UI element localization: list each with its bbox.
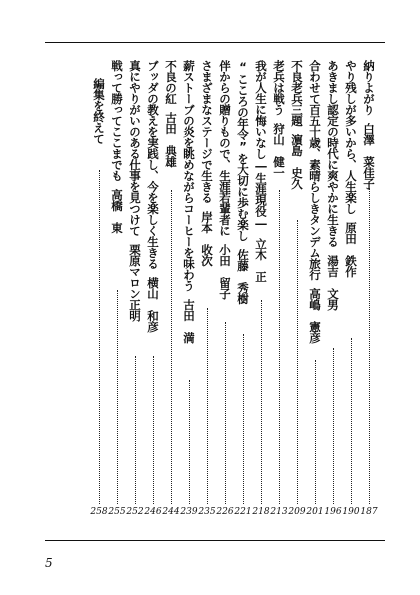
toc-entry-page: 244 bbox=[162, 507, 180, 517]
toc-entry bbox=[306, 60, 324, 517]
toc-entry-author: 原田 鉄作 bbox=[344, 222, 358, 277]
toc-entry-title: 真にやりがいのある仕事を見つけて bbox=[128, 60, 142, 236]
toc-entry-title: ブッダの教えを実践し、今を楽しく生きる bbox=[146, 60, 160, 269]
toc-entry-page: 209 bbox=[288, 507, 306, 517]
toc-entry-text bbox=[164, 60, 178, 167]
toc-entry-text bbox=[146, 60, 160, 332]
toc-entry-page: 190 bbox=[342, 507, 360, 517]
toc-entry-page: 196 bbox=[324, 507, 342, 517]
toc-entry bbox=[360, 60, 378, 517]
toc-entry bbox=[108, 60, 126, 517]
toc-leader-dots bbox=[315, 360, 316, 504]
toc-entry bbox=[252, 60, 270, 517]
toc-entry bbox=[180, 60, 198, 517]
toc-entry-text bbox=[128, 60, 142, 321]
toc-entry bbox=[198, 60, 216, 517]
toc-entry-title: 編集を終えて bbox=[92, 78, 106, 144]
toc-entry-title: 合わせて百五十歳、素晴らしきタンデム旅行 bbox=[308, 60, 322, 280]
toc-entry-author: 立木 正 bbox=[254, 238, 268, 282]
toc-entry-text bbox=[182, 60, 196, 343]
table-of-contents bbox=[78, 60, 378, 517]
toc-entry-text bbox=[236, 60, 250, 304]
toc-entry bbox=[288, 60, 306, 517]
toc-leader-dots bbox=[225, 322, 226, 504]
toc-entry-title: 戦って勝ってここまでも bbox=[110, 60, 124, 181]
toc-entry-page: 218 bbox=[252, 507, 270, 517]
toc-entry-author: 小田 留子 bbox=[218, 244, 232, 299]
toc-entry-title: あきまし認定の時代に爽やかに生きる bbox=[326, 60, 340, 247]
toc-leader-dots bbox=[369, 188, 370, 504]
toc-leader-dots bbox=[153, 356, 154, 504]
toc-entry-title: 伴からの贈りもので、生涯若輩者に bbox=[218, 60, 232, 236]
toc-entry-author: 湯吉 文男 bbox=[326, 255, 340, 310]
toc-entry-title: 不良の紅 bbox=[164, 60, 178, 104]
toc-leader-dots bbox=[171, 190, 172, 504]
toc-entry-text bbox=[308, 60, 322, 343]
toc-entry-title: やり残しが多いから、人生楽し bbox=[344, 60, 358, 214]
toc-entry bbox=[144, 60, 162, 517]
toc-entry-text bbox=[272, 60, 286, 178]
toc-entry bbox=[270, 60, 288, 517]
toc-entry-title: 老兵は戦う bbox=[272, 60, 286, 115]
toc-entry-page: 252 bbox=[126, 507, 144, 517]
toc-entry-author: 狩山 健一 bbox=[272, 123, 286, 178]
toc-entry-text bbox=[92, 78, 106, 152]
toc-leader-dots bbox=[207, 308, 208, 504]
toc-entry-author: 古田 典雄 bbox=[164, 112, 178, 167]
toc-entry-page: 226 bbox=[216, 507, 234, 517]
toc-entry-author: 白澤 菜佳子 bbox=[362, 123, 376, 189]
toc-entry-author: 栗原マロン正明 bbox=[128, 244, 142, 321]
toc-leader-dots bbox=[243, 334, 244, 504]
toc-entry-title: 納りよがり bbox=[362, 60, 376, 115]
toc-entry-title: 薪ストーブの炎を眺めながらコーヒーを味わう bbox=[182, 60, 196, 291]
toc-entry bbox=[162, 60, 180, 517]
toc-leader-dots bbox=[99, 170, 100, 504]
toc-leader-dots bbox=[117, 290, 118, 504]
toc-entry-title: 我が人生に悔いなし―生涯現役― bbox=[254, 60, 268, 230]
toc-entry-text bbox=[326, 60, 340, 310]
toc-entry-page: 201 bbox=[306, 507, 324, 517]
toc-entry bbox=[324, 60, 342, 517]
toc-leader-dots bbox=[351, 338, 352, 504]
toc-entry-page: 235 bbox=[198, 507, 216, 517]
top-rule bbox=[45, 42, 385, 43]
toc-entry-page: 246 bbox=[144, 507, 162, 517]
toc-entry-page: 221 bbox=[234, 507, 252, 517]
toc-entry bbox=[216, 60, 234, 517]
toc-entry-title: 不良老兵三題 bbox=[290, 60, 304, 126]
toc-entry-text bbox=[218, 60, 232, 299]
toc-entry-title: “こころの年令”を大切に歩む楽し bbox=[236, 60, 250, 241]
toc-entry-page: 258 bbox=[90, 507, 108, 517]
toc-leader-dots bbox=[189, 380, 190, 504]
toc-entry bbox=[342, 60, 360, 517]
toc-entry-author: 横山 和彦 bbox=[146, 277, 160, 332]
toc-entry-page: 187 bbox=[360, 507, 378, 517]
toc-leader-dots bbox=[297, 220, 298, 504]
toc-entry-text bbox=[254, 60, 268, 282]
toc-entry-author: 高嶋 憲彦 bbox=[308, 288, 322, 343]
toc-leader-dots bbox=[279, 190, 280, 504]
toc-entry bbox=[90, 60, 108, 517]
toc-entry-page: 255 bbox=[108, 507, 126, 517]
toc-entry-author: 岸本 收次 bbox=[200, 211, 214, 266]
toc-leader-dots bbox=[135, 356, 136, 504]
page-number: 5 bbox=[45, 556, 53, 570]
toc-entry-author: 佐藤 秀樹 bbox=[236, 249, 250, 304]
toc-entry-author: 濵島 史久 bbox=[290, 134, 304, 189]
toc-entry-text bbox=[344, 60, 358, 277]
toc-entry-text bbox=[200, 60, 214, 266]
toc-leader-dots bbox=[333, 348, 334, 504]
toc-entry-text bbox=[290, 60, 304, 189]
toc-entry-text bbox=[110, 60, 124, 233]
toc-leader-dots bbox=[261, 300, 262, 504]
toc-entry-page: 213 bbox=[270, 507, 288, 517]
toc-entry-text bbox=[362, 60, 376, 189]
toc-entry-author: 古田 満 bbox=[182, 299, 196, 343]
toc-entry bbox=[126, 60, 144, 517]
toc-entry-title: さまざまなステージで生きる bbox=[200, 60, 214, 203]
bottom-rule bbox=[45, 540, 385, 541]
toc-entry-page: 239 bbox=[180, 507, 198, 517]
toc-entry-author: 高橋 東 bbox=[110, 189, 124, 233]
toc-entry bbox=[234, 60, 252, 517]
